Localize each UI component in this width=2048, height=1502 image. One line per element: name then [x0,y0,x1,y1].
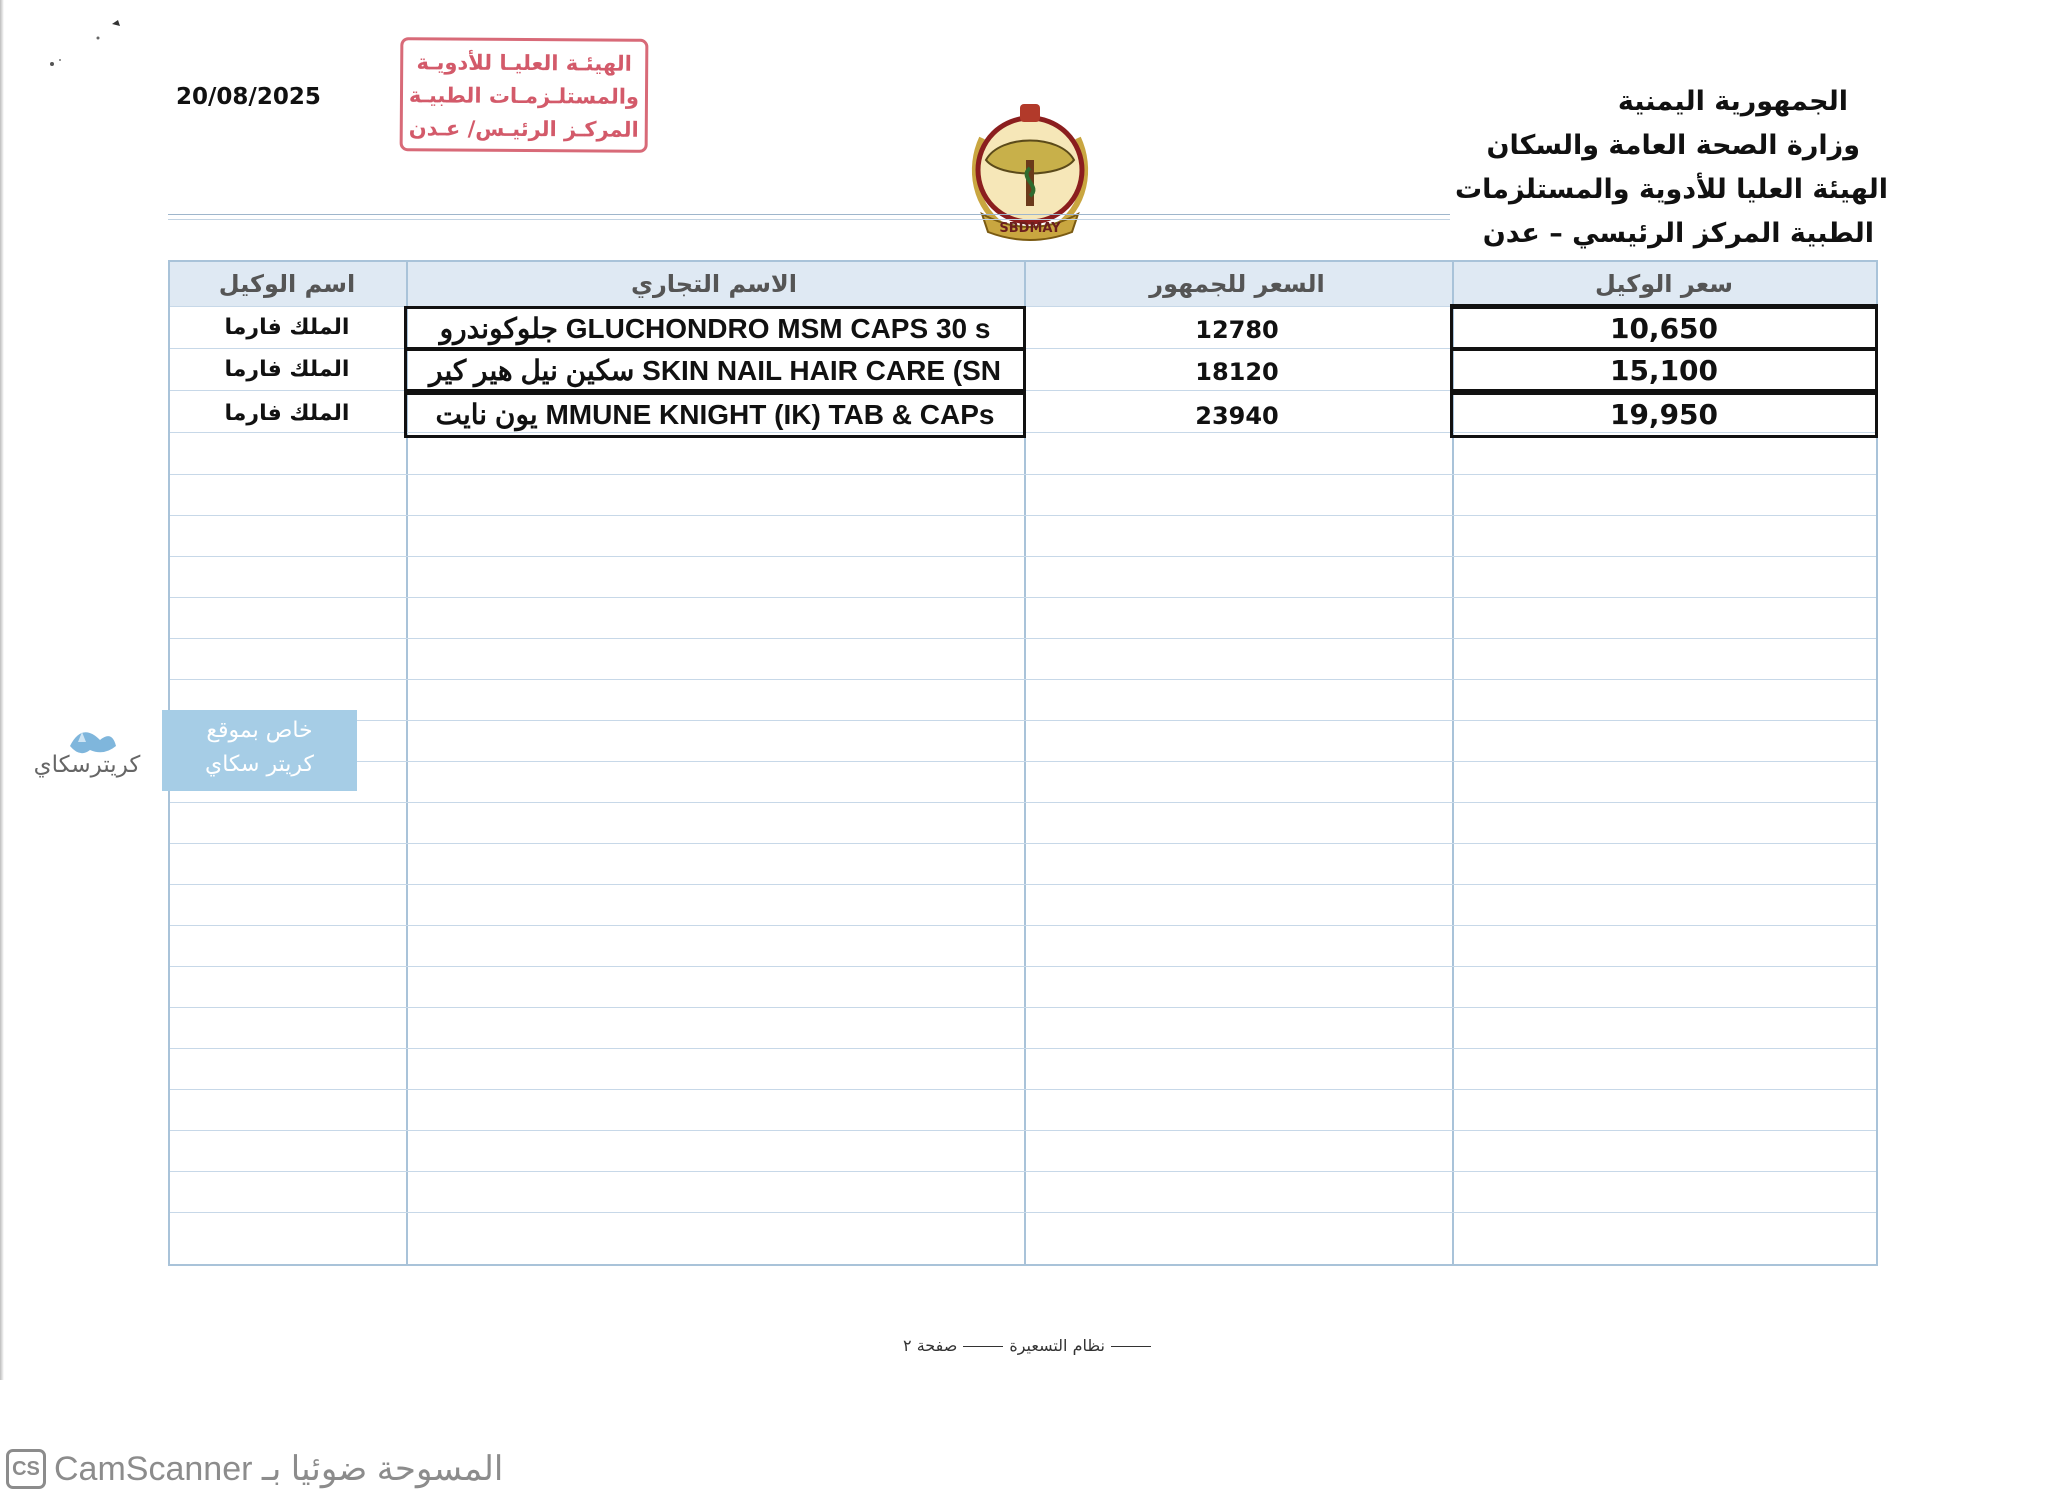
letterhead-line-authority: الهيئة العليا للأدوية والمستلزمات [1454,174,1888,205]
table-cell-public: 23940 [1195,402,1279,430]
row-divider [170,474,1876,475]
emblem-caption: SBDMAY [999,221,1061,236]
header-rule [168,214,1450,215]
row-divider [170,884,1876,885]
camscanner-icon: CS [6,1449,46,1489]
scan-specks [40,16,140,76]
footer-dash [1111,1346,1151,1347]
scan-edge [0,0,4,1380]
header-public-price: السعر للجمهور [1149,270,1325,298]
row-divider [170,802,1876,803]
watermark-line: كريتر سكاي [204,752,314,777]
camscanner-watermark [6,1444,503,1494]
letterhead [1368,80,1888,256]
watermark-box [162,710,357,791]
watermark-logo-text: كريترسكاي [33,752,141,778]
page-footer [880,1336,1180,1355]
row-divider [170,1171,1876,1172]
table-cell-agent: الملك فارما [224,401,350,426]
row-divider [170,966,1876,967]
table-cell-public: 18120 [1195,358,1279,386]
row-divider [170,679,1876,680]
table-cell-agent: الملك فارما [224,357,350,382]
footer-dash [963,1346,1003,1347]
stamp-line: والمستلـزمـات الطبيـة [408,83,640,109]
row-divider [170,925,1876,926]
authority-stamp [400,37,649,153]
row-divider [170,1130,1876,1131]
stamp-line: المركـز الرئيـس/ عـدن [408,116,639,142]
document-date: 20/08/2025 [176,84,321,110]
watermark-line: خاص بموقع [206,718,313,743]
table-cell-trade: GLUCHONDRO MSM CAPS 30 s جلوكوندرو [404,306,1026,350]
table-cell-agent: الملك فارما [224,315,350,340]
row-divider [170,761,1876,762]
row-divider [170,556,1876,557]
row-divider [170,1089,1876,1090]
table-cell-trade: SKIN NAIL HAIR CARE (SN سكين نيل هير كير [404,348,1026,392]
row-divider [170,1048,1876,1049]
footer-system-label: نظام التسعيرة [1009,1336,1105,1355]
camscanner-text: المسوحة ضوئيا بـ CamScanner [54,1450,504,1488]
header-rule [168,219,1450,220]
row-divider [170,1007,1876,1008]
table-cell-public: 12780 [1195,316,1279,344]
stamp-line: الهيئـة العليـا للأدويـة [416,50,632,76]
letterhead-line-ministry: وزارة الصحة العامة والسكان [1486,130,1860,161]
row-divider [170,843,1876,844]
row-divider [170,638,1876,639]
table-cell-dealer: 10,650 [1450,306,1878,350]
header-dealer-price: سعر الوكيل [1595,270,1733,298]
row-divider [170,597,1876,598]
header-trade-name: الاسم التجاري [630,270,798,298]
table-cell-dealer: 15,100 [1450,348,1878,392]
row-divider [170,515,1876,516]
sbdmay-emblem-icon [960,98,1100,244]
table-cell-trade: MMUNE KNIGHT (IK) TAB & CAPs يون نايت [404,392,1026,438]
footer-page-number: صفحة ٢ [903,1336,958,1355]
table-cell-dealer: 19,950 [1450,392,1878,438]
row-divider [170,1212,1876,1213]
letterhead-line-center: الطبية المركز الرئيسي – عدن [1482,218,1874,249]
row-divider [170,720,1876,721]
letterhead-line-republic: الجمهورية اليمنية [1617,86,1848,117]
header-agent-name: اسم الوكيل [218,270,356,298]
